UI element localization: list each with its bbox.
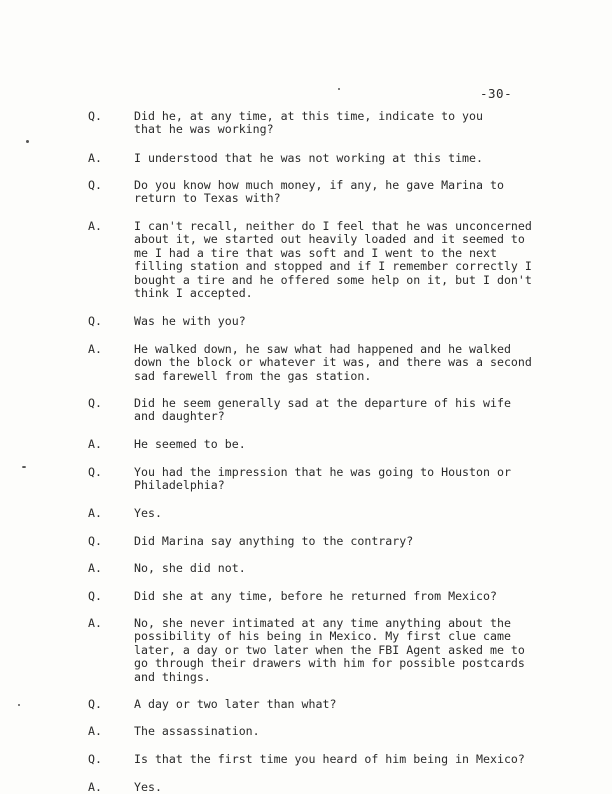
qa-entry <box>88 343 548 383</box>
speaker-label: A. <box>88 780 102 794</box>
qa-entry <box>88 507 548 520</box>
qa-entry <box>88 562 548 575</box>
scan-speck <box>22 466 26 468</box>
qa-entry <box>88 220 548 300</box>
speaker-label: Q. <box>88 589 102 603</box>
qa-entry <box>88 315 548 328</box>
entry-text: No, she did not. <box>134 561 246 575</box>
entry-text: Did he seem generally sad at the departure of his wife and daughter? <box>134 396 511 424</box>
scan-speck <box>26 140 29 143</box>
qa-entry <box>88 466 548 493</box>
entry-text: Do you know how much money, if any, he gave Marina to return to Texas with? <box>134 178 504 206</box>
entry-text: He walked down, he saw what had happened and he walked down the block or whatever it was, and there was a second sad farewell from the gas station. <box>134 342 532 383</box>
speaker-label: A. <box>88 616 102 630</box>
qa-entry <box>88 152 548 165</box>
speaker-label: Q. <box>88 534 102 548</box>
qa-entry <box>88 535 548 548</box>
qa-entry <box>88 781 548 794</box>
scan-speck <box>18 704 20 706</box>
qa-entry <box>88 110 548 137</box>
entry-text: You had the impression that he was going to Houston or Philadelphia? <box>134 465 511 493</box>
speaker-label: Q. <box>88 396 102 410</box>
scan-speck <box>338 88 340 90</box>
speaker-label: A. <box>88 561 102 575</box>
entry-text: Was he with you? <box>134 314 246 328</box>
speaker-label: A. <box>88 437 102 451</box>
speaker-label: A. <box>88 342 102 356</box>
entry-text: Did he, at any time, at this time, indicate to you that he was working? <box>134 109 484 137</box>
entry-text: I understood that he was not working at this time. <box>134 151 484 165</box>
entry-text: Did Marina say anything to the contrary? <box>134 534 414 548</box>
speaker-label: Q. <box>88 697 102 711</box>
speaker-label: Q. <box>88 314 102 328</box>
page-number: -30- <box>480 86 513 101</box>
speaker-label: A. <box>88 151 102 165</box>
speaker-label: Q. <box>88 178 102 192</box>
entry-text: He seemed to be. <box>134 437 246 451</box>
speaker-label: A. <box>88 506 102 520</box>
entry-text: The assassination. <box>134 724 260 738</box>
qa-entry <box>88 438 548 451</box>
speaker-label: A. <box>88 219 102 233</box>
entry-text: Yes. <box>134 780 162 794</box>
qa-entry <box>88 753 548 766</box>
qa-entry <box>88 590 548 603</box>
speaker-label: Q. <box>88 752 102 766</box>
speaker-label: Q. <box>88 109 102 123</box>
entry-text: I can't recall, neither do I feel that he was unconcerned about it, we started out heavily loaded and it seemed to me I had a tire that was soft and I went to the next filling station and stopped and if I remember correctly I bought a tire and he offered some help on it, but I don't think I accepted. <box>134 219 532 301</box>
qa-entry <box>88 725 548 738</box>
qa-entry <box>88 397 548 424</box>
entry-text: Did she at any time, before he returned from Mexico? <box>134 589 497 603</box>
qa-entry <box>88 698 548 711</box>
entry-text: No, she never intimated at any time anything about the possibility of his being in Mexico. My first clue came later, a day or two later when the FBI Agent asked me to go through their drawers with him for possible postcards and things. <box>134 616 525 684</box>
speaker-label: A. <box>88 724 102 738</box>
entry-text: Yes. <box>134 506 162 520</box>
qa-entry <box>88 617 548 684</box>
qa-entry <box>88 179 548 206</box>
entry-text: A day or two later than what? <box>134 697 337 711</box>
entry-text: Is that the first time you heard of him being in Mexico? <box>134 752 525 766</box>
speaker-label: Q. <box>88 465 102 479</box>
